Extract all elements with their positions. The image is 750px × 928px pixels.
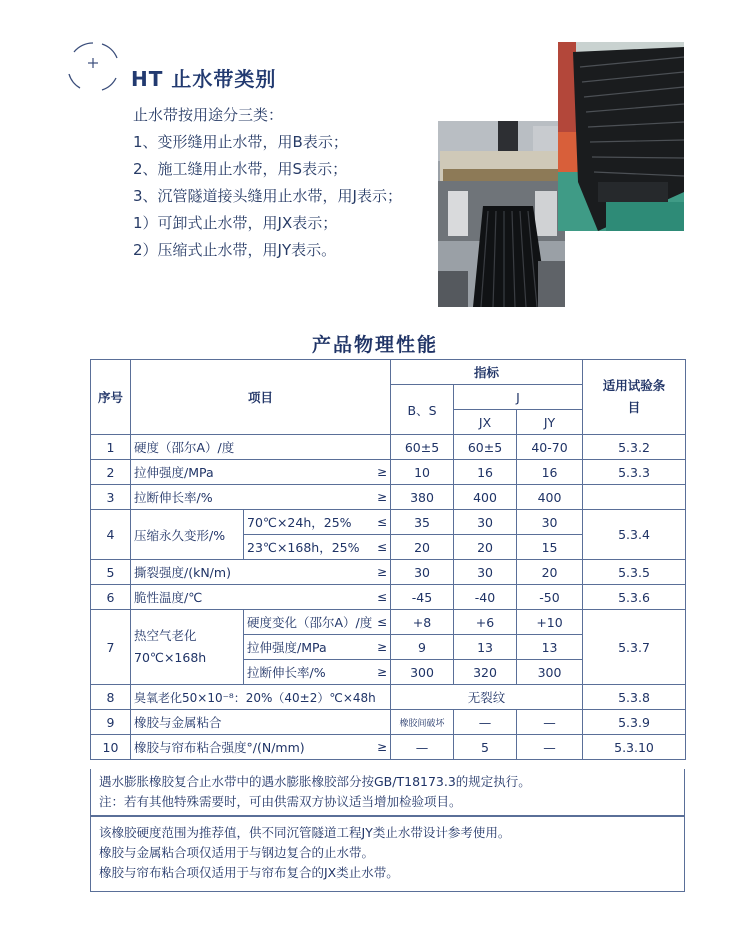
row-item: 压缩永久变形/% <box>131 510 244 560</box>
value-jy: 15 <box>517 535 583 560</box>
header-j: J <box>454 385 583 410</box>
comparison-symbol: ≤ <box>376 590 388 604</box>
row-condition: 硬度变化（邵尔A）/度 <box>247 615 373 630</box>
row-item-cell <box>131 585 391 610</box>
row-item: 热空气老化 <box>134 628 197 643</box>
header-indicator: 指标 <box>391 360 583 385</box>
row-item: 拉断伸长率/% <box>134 490 213 505</box>
row-item: 橡胶与金属粘合 <box>131 710 391 735</box>
value-jx: — <box>454 710 517 735</box>
value-jx: 30 <box>454 560 517 585</box>
intro-line: 2）压缩式止水带，用JY表示。 <box>133 241 337 259</box>
row-method: 5.3.10 <box>583 735 686 760</box>
header-bs: B、S <box>391 385 454 435</box>
row-method: 5.3.4 <box>583 510 686 560</box>
intro-line: 1）可卸式止水带，用JX表示； <box>133 214 338 232</box>
table-row <box>91 610 686 635</box>
value-jx: 30 <box>454 510 517 535</box>
intro-line: 1、变形缝用止水带，用B表示； <box>133 133 348 151</box>
row-condition-cell <box>244 510 391 535</box>
value-bs: +8 <box>391 610 454 635</box>
note-line: 遇水膨胀橡胶复合止水带中的遇水膨胀橡胶部分按GB/T18173.3的规定执行。 <box>99 774 531 789</box>
value-bs: 35 <box>391 510 454 535</box>
row-item: 70℃×168h <box>134 650 207 665</box>
value-jy: — <box>517 710 583 735</box>
header-jy: JY <box>517 410 583 435</box>
intro-line: 止水带按用途分三类： <box>133 106 284 124</box>
note-line: 该橡胶硬度范围为推荐值，供不同沉管隧道工程JY类止水带设计参考使用。 <box>99 825 511 840</box>
row-number: 4 <box>91 510 131 560</box>
intro-text <box>133 102 402 264</box>
table-row <box>91 435 686 460</box>
value-bs: 300 <box>391 660 454 685</box>
row-item: 撕裂强度/(kN/m) <box>134 565 231 580</box>
value-bs: 380 <box>391 485 454 510</box>
physical-properties-table <box>90 359 686 760</box>
factory-photo <box>438 121 565 307</box>
row-condition-cell <box>244 635 391 660</box>
row-condition: 拉伸强度/MPa <box>247 640 327 655</box>
value-jy: 30 <box>517 510 583 535</box>
circle-plus-logo-icon <box>62 36 124 98</box>
row-item-cell <box>131 485 391 510</box>
row-number: 2 <box>91 460 131 485</box>
row-number: 1 <box>91 435 131 460</box>
value-jy: 300 <box>517 660 583 685</box>
row-method <box>583 485 686 510</box>
table-notes <box>90 769 685 892</box>
table-row <box>91 510 686 535</box>
product-photo <box>558 42 684 231</box>
row-condition-cell <box>244 610 391 635</box>
row-item: 橡胶与帘布粘合强度°/(N/mm) <box>134 740 305 755</box>
comparison-symbol: ≥ <box>376 640 388 654</box>
comparison-symbol: ≥ <box>376 665 388 679</box>
section-title: 产品物理性能 <box>311 334 438 356</box>
comparison-symbol: ≤ <box>376 515 388 529</box>
value-jx: 20 <box>454 535 517 560</box>
value-jy: -50 <box>517 585 583 610</box>
row-item: 拉伸强度/MPa <box>134 465 214 480</box>
row-number: 6 <box>91 585 131 610</box>
table-row <box>91 485 686 510</box>
table-row <box>91 585 686 610</box>
note-block <box>90 816 685 892</box>
row-method: 5.3.2 <box>583 435 686 460</box>
note-line: 橡胶与帘布粘合项仅适用于与帘布复合的JX类止水带。 <box>99 865 399 880</box>
note-line: 橡胶与金属粘合项仅适用于与钢边复合的止水带。 <box>99 845 375 860</box>
note-line: 注：若有其他特殊需要时，可由供需双方协议适当增加检验项目。 <box>99 794 462 809</box>
value-jx: 5 <box>454 735 517 760</box>
table-row <box>91 710 686 735</box>
value-merged: 无裂纹 <box>391 685 583 710</box>
row-number: 7 <box>91 610 131 685</box>
row-item-cell <box>131 460 391 485</box>
page-title: HT 止水带类别 <box>131 67 277 91</box>
row-method: 5.3.6 <box>583 585 686 610</box>
table-row <box>91 460 686 485</box>
value-jy: +10 <box>517 610 583 635</box>
row-item: 臭氧老化50×10⁻⁸：20%（40±2）℃×48h <box>131 685 391 710</box>
comparison-symbol: ≤ <box>376 615 388 629</box>
header-seq: 序号 <box>91 360 131 435</box>
value-bs: -45 <box>391 585 454 610</box>
row-number: 8 <box>91 685 131 710</box>
value-bs: 橡胶间破坏 <box>391 710 454 735</box>
row-condition: 70℃×24h，25% <box>247 515 352 530</box>
row-number: 9 <box>91 710 131 735</box>
row-method: 5.3.7 <box>583 610 686 685</box>
row-condition: 23℃×168h，25% <box>247 540 360 555</box>
value-jx: -40 <box>454 585 517 610</box>
value-jy: 400 <box>517 485 583 510</box>
value-jy: — <box>517 735 583 760</box>
row-method: 5.3.3 <box>583 460 686 485</box>
value-bs: 20 <box>391 535 454 560</box>
table-header-row <box>91 360 686 385</box>
header-item: 项目 <box>131 360 391 435</box>
comparison-symbol: ≥ <box>376 740 388 754</box>
row-condition-cell <box>244 660 391 685</box>
table-row <box>91 685 686 710</box>
comparison-symbol: ≤ <box>376 540 388 554</box>
row-item: 硬度（邵尔A）/度 <box>131 435 391 460</box>
value-bs: 10 <box>391 460 454 485</box>
row-item-cell <box>131 610 244 685</box>
value-jx: 60±5 <box>454 435 517 460</box>
row-condition: 拉断伸长率/% <box>247 665 326 680</box>
value-jx: 400 <box>454 485 517 510</box>
row-item-cell <box>131 560 391 585</box>
row-number: 5 <box>91 560 131 585</box>
table-row <box>91 560 686 585</box>
row-method: 5.3.8 <box>583 685 686 710</box>
value-jx: 16 <box>454 460 517 485</box>
header-jx: JX <box>454 410 517 435</box>
comparison-symbol: ≥ <box>376 465 388 479</box>
row-condition-cell <box>244 535 391 560</box>
value-jy: 13 <box>517 635 583 660</box>
row-method: 5.3.9 <box>583 710 686 735</box>
row-item-cell <box>131 735 391 760</box>
value-bs: 60±5 <box>391 435 454 460</box>
note-block <box>90 769 685 816</box>
value-jy: 40-70 <box>517 435 583 460</box>
header-method: 适用试验条目 <box>583 360 686 435</box>
row-method: 5.3.5 <box>583 560 686 585</box>
row-number: 3 <box>91 485 131 510</box>
row-item: 脆性温度/℃ <box>134 590 203 605</box>
value-bs: 9 <box>391 635 454 660</box>
value-bs: 30 <box>391 560 454 585</box>
table-row <box>91 735 686 760</box>
intro-line: 3、沉管隧道接头缝用止水带，用J表示； <box>133 187 402 205</box>
intro-line: 2、施工缝用止水带，用S表示； <box>133 160 348 178</box>
value-bs: — <box>391 735 454 760</box>
value-jy: 20 <box>517 560 583 585</box>
comparison-symbol: ≥ <box>376 565 388 579</box>
comparison-symbol: ≥ <box>376 490 388 504</box>
value-jy: 16 <box>517 460 583 485</box>
row-number: 10 <box>91 735 131 760</box>
value-jx: 320 <box>454 660 517 685</box>
value-jx: 13 <box>454 635 517 660</box>
value-jx: +6 <box>454 610 517 635</box>
